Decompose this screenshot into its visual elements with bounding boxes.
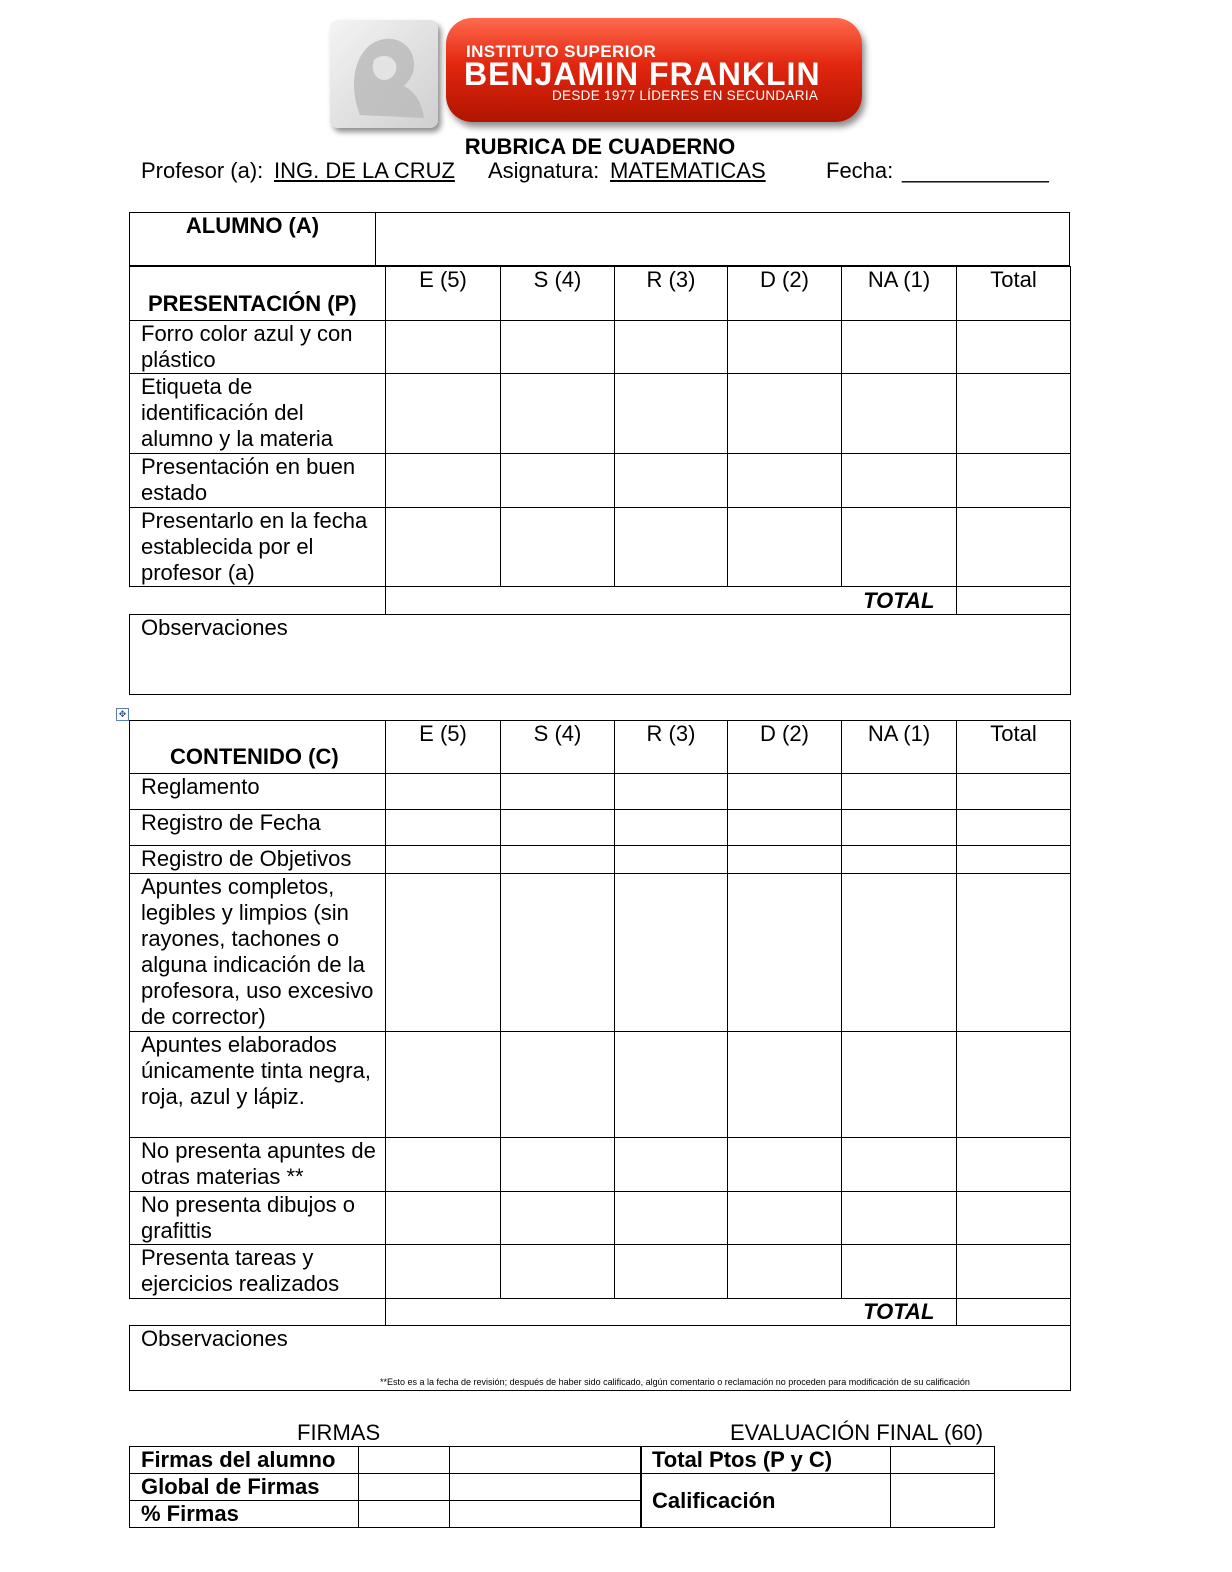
criterion-label: Reglamento [130, 774, 386, 810]
calificacion-cell[interactable] [891, 1474, 995, 1528]
criterion-label: Registro de Objetivos [130, 846, 386, 874]
profesor-label: Profesor (a): [141, 158, 264, 183]
score-cell[interactable] [957, 874, 1071, 1032]
profesor-value: ING. DE LA CRUZ [274, 158, 455, 183]
score-cell[interactable] [728, 508, 842, 587]
score-cell[interactable] [386, 1192, 501, 1245]
score-cell[interactable] [728, 321, 842, 374]
col-header-r: R (3) [615, 267, 728, 321]
criterion-label: Etiqueta de identificación del alumno y la materia [130, 374, 386, 454]
score-cell[interactable] [386, 321, 501, 374]
score-cell[interactable] [842, 321, 957, 374]
document-title: RUBRICA DE CUADERNO [464, 134, 736, 159]
score-cell[interactable] [386, 810, 501, 846]
score-cell[interactable] [957, 321, 1071, 374]
contenido-header-row [130, 721, 1071, 774]
score-cell[interactable] [728, 1192, 842, 1245]
col-header-na: NA (1) [842, 721, 957, 774]
score-cell[interactable] [957, 1138, 1071, 1192]
score-cell[interactable] [842, 374, 957, 454]
table-row [641, 1474, 995, 1528]
firmas-cell[interactable] [359, 1501, 450, 1528]
move-icon[interactable]: ✥ [116, 708, 129, 721]
logo-text-institute: INSTITUTO SUPERIOR [466, 42, 657, 61]
score-cell[interactable] [957, 508, 1071, 587]
asignatura-value: MATEMATICAS [610, 158, 766, 183]
score-cell[interactable] [615, 321, 728, 374]
score-cell[interactable] [728, 1032, 842, 1138]
table-row [130, 1245, 1071, 1299]
criterion-label: Forro color azul y con plástico [130, 321, 386, 374]
score-cell[interactable] [501, 1138, 615, 1192]
total-row [130, 587, 1071, 615]
score-cell[interactable] [386, 1138, 501, 1192]
score-cell[interactable] [501, 508, 615, 587]
score-cell[interactable] [615, 454, 728, 508]
total-value-cell[interactable] [957, 587, 1071, 615]
score-cell[interactable] [386, 1032, 501, 1138]
presentacion-table [129, 266, 1071, 695]
score-cell[interactable] [728, 1245, 842, 1299]
total-ptos-label: Total Ptos (P y C) [641, 1447, 891, 1474]
table-row [130, 454, 1071, 508]
col-header-total: Total [957, 721, 1071, 774]
asignatura-label: Asignatura: [488, 158, 600, 183]
score-cell[interactable] [501, 1032, 615, 1138]
score-cell[interactable] [386, 508, 501, 587]
firmas-cell[interactable] [359, 1447, 450, 1474]
score-cell[interactable] [386, 1245, 501, 1299]
table-row [130, 846, 1071, 874]
score-cell[interactable] [501, 321, 615, 374]
alumno-label: ALUMNO (A) [130, 213, 376, 266]
score-cell[interactable] [501, 454, 615, 508]
score-cell[interactable] [957, 810, 1071, 846]
score-cell[interactable] [842, 774, 957, 810]
total-ptos-cell[interactable] [891, 1447, 995, 1474]
score-cell[interactable] [957, 374, 1071, 454]
score-cell[interactable] [615, 1245, 728, 1299]
logo-text-slogan: DESDE 1977 LÍDERES EN SECUNDARIA [552, 88, 819, 103]
criterion-label: Apuntes elaborados únicamente tinta negra, roja, azul y lápiz. [130, 1032, 386, 1138]
presentacion-section-label: PRESENTACIÓN (P) [130, 267, 386, 321]
table-row [130, 1474, 642, 1501]
score-cell[interactable] [615, 846, 728, 874]
score-cell[interactable] [728, 846, 842, 874]
col-header-e: E (5) [386, 721, 501, 774]
criterion-label: Presentación en buen estado [130, 454, 386, 508]
table-row [130, 1501, 642, 1528]
col-header-r: R (3) [615, 721, 728, 774]
score-cell[interactable] [615, 810, 728, 846]
observaciones-row [130, 615, 1071, 695]
calificacion-label: Calificación [641, 1474, 891, 1528]
col-header-na: NA (1) [842, 267, 957, 321]
score-cell[interactable] [842, 846, 957, 874]
evaluacion-table [640, 1446, 995, 1528]
table-row [130, 508, 1071, 587]
score-cell[interactable] [728, 810, 842, 846]
col-header-e: E (5) [386, 267, 501, 321]
score-cell[interactable] [842, 1032, 957, 1138]
firmas-cell[interactable] [450, 1474, 642, 1501]
score-cell[interactable] [386, 874, 501, 1032]
fecha-label: Fecha: [826, 158, 894, 183]
col-header-s: S (4) [501, 267, 615, 321]
table-row [130, 374, 1071, 454]
score-cell[interactable] [386, 846, 501, 874]
score-cell[interactable] [501, 1192, 615, 1245]
col-header-d: D (2) [728, 267, 842, 321]
score-cell[interactable] [728, 454, 842, 508]
firmas-cell[interactable] [450, 1447, 642, 1474]
fecha-blank: ____________ [902, 158, 1049, 183]
score-cell[interactable] [386, 374, 501, 454]
score-cell[interactable] [728, 774, 842, 810]
table-row [641, 1447, 995, 1474]
criterion-label: Apuntes completos, legibles y limpios (sin rayones, tachones o alguna indicación de la profesora, uso excesivo de corrector) [130, 874, 386, 1032]
score-cell[interactable] [615, 1192, 728, 1245]
col-header-total: Total [957, 267, 1071, 321]
firmas-row-label: % Firmas [130, 1501, 359, 1528]
score-cell[interactable] [842, 1192, 957, 1245]
total-label: TOTAL [842, 1299, 957, 1326]
score-cell[interactable] [615, 1138, 728, 1192]
score-cell[interactable] [501, 374, 615, 454]
score-cell[interactable] [501, 774, 615, 810]
table-row [130, 1447, 642, 1474]
score-cell[interactable] [501, 810, 615, 846]
score-cell[interactable] [728, 874, 842, 1032]
score-cell[interactable] [842, 508, 957, 587]
firmas-table [129, 1446, 642, 1528]
firmas-row-label: Firmas del alumno [130, 1447, 359, 1474]
score-cell[interactable] [957, 1032, 1071, 1138]
score-cell[interactable] [728, 1138, 842, 1192]
score-cell[interactable] [842, 1138, 957, 1192]
table-row [130, 774, 1071, 810]
score-cell[interactable] [842, 810, 957, 846]
score-cell[interactable] [957, 846, 1071, 874]
table-row [130, 874, 1071, 1032]
alumno-table [129, 212, 1070, 266]
total-value-cell[interactable] [957, 1299, 1071, 1326]
contenido-section-label: CONTENIDO (C) [130, 721, 386, 774]
contenido-table [129, 720, 1071, 1391]
score-cell[interactable] [615, 874, 728, 1032]
score-cell[interactable] [386, 454, 501, 508]
observaciones-label: Observaciones [141, 1326, 288, 1351]
evaluacion-heading: EVALUACIÓN FINAL (60) [730, 1420, 984, 1445]
score-cell[interactable] [501, 846, 615, 874]
table-row [130, 1032, 1071, 1138]
col-header-d: D (2) [728, 721, 842, 774]
score-cell[interactable] [501, 874, 615, 1032]
score-cell[interactable] [842, 454, 957, 508]
observaciones-field[interactable] [130, 615, 1071, 695]
criterion-label: No presenta dibujos o grafittis [130, 1192, 386, 1245]
firmas-row-label: Global de Firmas [130, 1474, 359, 1501]
firmas-cell[interactable] [450, 1501, 642, 1528]
observaciones-row [130, 1326, 1071, 1391]
score-cell[interactable] [957, 774, 1071, 810]
score-cell[interactable] [615, 774, 728, 810]
score-cell[interactable] [501, 1245, 615, 1299]
score-cell[interactable] [386, 774, 501, 810]
observaciones-field[interactable] [130, 1326, 1071, 1391]
firmas-heading: FIRMAS [297, 1420, 381, 1445]
score-cell[interactable] [842, 874, 957, 1032]
table-row [130, 1192, 1071, 1245]
revision-note: **Esto es a la fecha de revisión; después de haber sido calificado, algún comentario o reclamación no proceden para modificación de su calificación [380, 1377, 970, 1387]
score-cell[interactable] [957, 1245, 1071, 1299]
total-label: TOTAL [842, 587, 957, 615]
firmas-cell[interactable] [359, 1474, 450, 1501]
total-row [130, 1299, 1071, 1326]
criterion-label: Registro de Fecha [130, 810, 386, 846]
criterion-label: Presenta tareas y ejercicios realizados [130, 1245, 386, 1299]
score-cell[interactable] [957, 454, 1071, 508]
logo-text-name: BENJAMIN FRANKLIN [464, 56, 821, 92]
score-cell[interactable] [615, 374, 728, 454]
col-header-s: S (4) [501, 721, 615, 774]
observaciones-label: Observaciones [141, 615, 288, 640]
criterion-label: Presentarlo en la fecha establecida por el profesor (a) [130, 508, 386, 587]
table-row [130, 1138, 1071, 1192]
table-row [130, 810, 1071, 846]
criterion-label: No presenta apuntes de otras materias ** [130, 1138, 386, 1192]
table-row [130, 321, 1071, 374]
alumno-name-field[interactable] [376, 213, 1070, 266]
score-cell[interactable] [728, 374, 842, 454]
score-cell[interactable] [615, 1032, 728, 1138]
logo-bust-image [330, 20, 438, 128]
presentacion-header-row [130, 267, 1071, 321]
score-cell[interactable] [842, 1245, 957, 1299]
score-cell[interactable] [957, 1192, 1071, 1245]
score-cell[interactable] [615, 508, 728, 587]
